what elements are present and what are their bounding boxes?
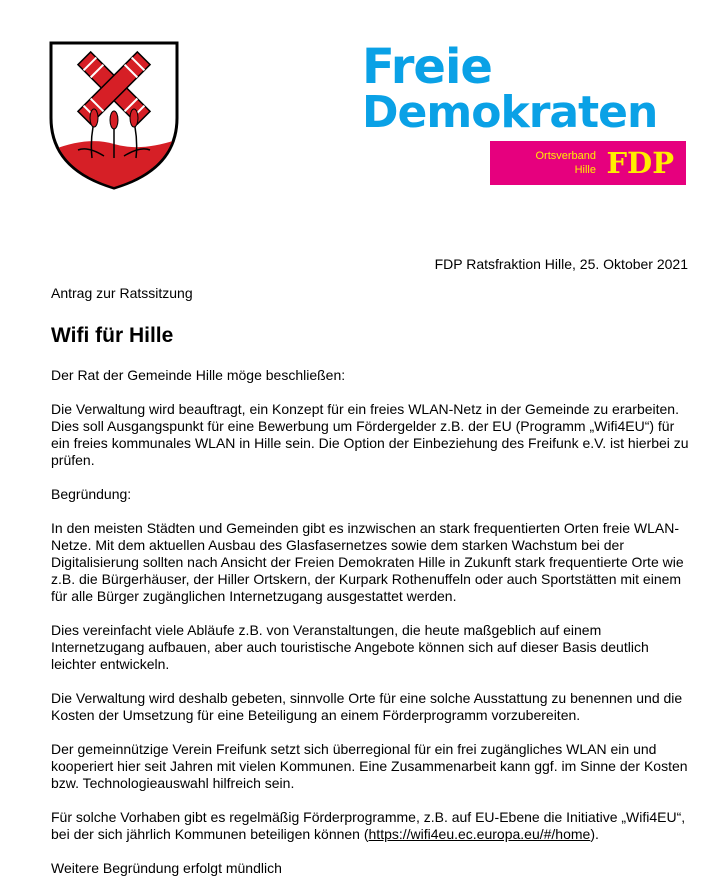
document-title: Wifi für Hille [51, 324, 174, 347]
reason-paragraph-1: In den meisten Städten und Gemeinden gibt es inzwischen an stark frequentierten Orten freie WLAN-Netze. Mit dem aktuellen Ausbau des Glasfasernetzes sowie dem starken Wachstum bei der Digitalisierung sollten nach Ansicht der Freien Demokraten Hille in Zukunft stark frequentierte Orte wie z.B. die Bürgerhäuser, der Hiller Ortskern, der Kurpark Rothenuffeln oder auch Sportstätten mit einem für alle Bürger zugänglichen Internetzugang ausgestattet werden. [51, 520, 684, 604]
paragraph-5-text: Für solche Vorhaben gibt es regelmäßig Förderprogramme, z.B. auf EU-Ebene die Initiative „Wifi4EU“, bei der sich jährlich Kommunen beteiligen können ( [51, 809, 686, 842]
ortsverband-label [526, 149, 596, 177]
paragraph-5-end: ). [590, 826, 599, 842]
kicker: Antrag zur Ratssitzung [51, 285, 193, 301]
coat-of-arms-hille-icon [48, 40, 180, 190]
reason-paragraph-4: Der gemeinnützige Verein Freifunk setzt sich überregional für ein frei zugängliches WLAN ein und kooperiert hier seit Jahren mit vielen Kommunen. Eine Zusammenarbeit kann ggf. im Sinne der Kosten bzw. Technologieauswahl hilfreich sein. [51, 741, 688, 791]
fdp-logo [362, 39, 692, 187]
date-line: FDP Ratsfraktion Hille, 25. Oktober 2021 [434, 256, 688, 272]
logo-line-freie: Freie [362, 39, 492, 95]
motion-paragraph: Die Verwaltung wird beauftragt, ein Konzept für ein freies WLAN-Netz in der Gemeinde zu erarbeiten. Dies soll Ausgangspunkt für eine Bewerbung um Fördergelder z.B. der EU (Programm „Wifi4EU“) für ein freies kommunales WLAN in Hille sein. Die Option der Einbeziehung des Freifunk e.V. ist hierbei zu prüfen. [51, 401, 689, 468]
wifi4eu-link[interactable]: https://wifi4eu.ec.europa.eu/#/home [368, 826, 591, 842]
intro-paragraph: Der Rat der Gemeinde Hille möge beschließen: [51, 367, 346, 383]
ortsverband-text: Ortsverband [535, 150, 596, 162]
reason-paragraph-3: Die Verwaltung wird deshalb gebeten, sinnvolle Orte für eine solche Ausstattung zu benennen und die Kosten der Umsetzung für eine Beteiligung an einem Förderprogramm vorzubereiten. [51, 690, 683, 723]
document-body [51, 285, 691, 877]
reason-heading: Begründung: [51, 486, 132, 502]
ort-text: Hille [574, 164, 596, 176]
reason-paragraph-5 [51, 809, 691, 843]
fdp-badge [490, 141, 686, 185]
logo-line-demokraten: Demokraten [362, 87, 658, 138]
closing-paragraph: Weitere Begründung erfolgt mündlich [51, 860, 282, 876]
fdp-wordmark: FDP [606, 146, 674, 180]
reason-paragraph-2: Dies vereinfacht viele Abläufe z.B. von Veranstaltungen, die heute maßgeblich auf einem Internetzugang aufbauen, aber auch touristische Angebote können sich auf dieser Basis deutlich leichter entwickeln. [51, 622, 649, 672]
